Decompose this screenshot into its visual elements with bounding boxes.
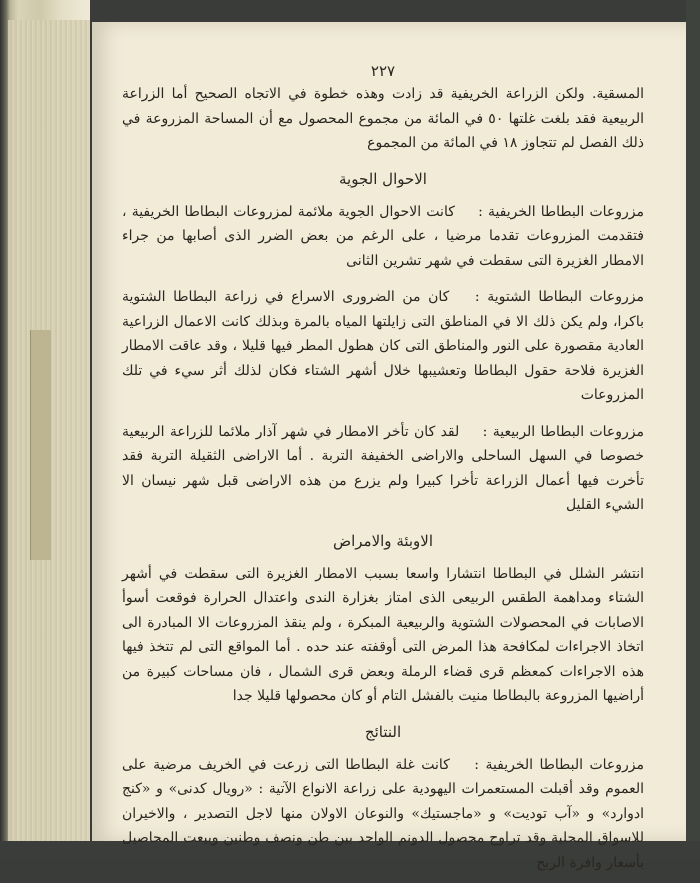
paragraph-body: كان من الضرورى الاسراع في زراعة البطاطا الشتوية باكرا، ولم يكن ذلك الا في المناطق التى زايلتها المياه بالمرة وبذلك كانت الاعمال الزراعية العادية مقصورة على النور والمناطق التى كان هطول المطر فيها قليلا ، وقد عاقت الامطار الغزيرة فلاحة حقول البطاطا وتعشيبها خلال أشهر الشتاء فكان لذلك أثر سيء في تلك المزروعات xyxy=(122,289,644,403)
section-heading-results: النتائج xyxy=(364,722,402,741)
paragraph-lead: مزروعات البطاطا الربيعية : xyxy=(482,423,644,440)
section-heading-weather: الاحوال الجوية xyxy=(339,169,427,188)
paragraph-autumn-weather xyxy=(122,200,644,274)
page-number: ٢٢٧ xyxy=(370,62,396,80)
paragraph-autumn-results xyxy=(122,753,644,876)
paper-tab-strip xyxy=(30,330,51,560)
intro-paragraph: المسقية. ولكن الزراعة الخريفية قد زادت وهذه خطوة في الاتجاه الصحيح أما الزراعة الربيعية فقد بلغت غلتها ٥٠ في المائة من مجموع المحصول مع أن المساحة المزروعة في ذلك الفصل لم تتجاوز ١٨ في المائة من المجموع xyxy=(122,86,645,151)
paragraph-body: لقد كان تأخر الامطار في شهر آذار ملائما للزراعة الربيعية خصوصا في السهل الساحلى والاراضى الخفيفة التربة . أما الاراضى الثقيلة التربة فقد تأخرت فيها أعمال الزراعة تأخرا كبيرا ولم يزرع من هذه الاراضى قبل شهر نيسان الا الشيء القليل xyxy=(122,423,644,513)
paragraph-winter-weather xyxy=(122,285,644,408)
paragraph-body: كانت غلة البطاطا التى زرعت في الخريف مرضية على العموم وقد أقبلت المستعمرات اليهودية على زراعة الانواع الآتية : «رويال كدنى» و «كنج ادوارد» و «آب تودیت» و «ماجستيك» والنوعان الاولان منها لاجل التصدير ، والاخيران للاسواق المحلية وقد تراوح محصول الدونم الواحد بين طن ونصف وطنين وبيعت المحاصيل بأسعار وافرة الربح xyxy=(122,756,644,871)
scan-border-right xyxy=(686,0,700,859)
paragraph-lead: مزروعات البطاطا الشتوية : xyxy=(474,289,645,305)
paragraph-blight xyxy=(122,562,644,709)
section-heading-diseases: الاوبئة والامراض xyxy=(332,531,434,550)
paragraph-body: كانت الاحوال الجوية ملائمة لمزروعات البطاطا الخريفية ، فتقدمت المزروعات تقدما مرضيا ، على الرغم من بعض الضرر الذى أصابها من جراء الامطار الغزيرة التى سقطت في شهر تشرين الثانى xyxy=(122,203,644,269)
paragraph-lead: مزروعات البطاطا الخريفية : xyxy=(478,203,645,220)
paragraph-spring-weather xyxy=(122,420,644,518)
page-text-block xyxy=(122,60,644,883)
paragraph-lead: مزروعات البطاطا الخريفية : xyxy=(474,756,645,773)
paragraph-body: انتشر الشلل في البطاطا انتشارا واسعا بسبب الامطار الغزيرة التى سقطت في أشهر الشتاء ومداهمة الطقس الربيعى الذى امتاز بغزارة الندى واعتدال الحرارة فوقعت أسوأ الاصابات في المحصولات الشتوية والربيعية المبكرة ، ولم ينقذ المزروعات الا المبادرة الى اتخاذ الاجراءات لمكافحة هذا المرض التى أوقفته عند حده . أما المواقع التى لم تتخذ فيها هذه الاجراءات كمعظم قرى قضاء الرملة وبعض قرى الشمال ، فان مساحات كبيرة من أراضيها المزروعة بالبطاطا منيت بالفشل التام أو كان محصولها قليلا جدا xyxy=(122,565,644,704)
